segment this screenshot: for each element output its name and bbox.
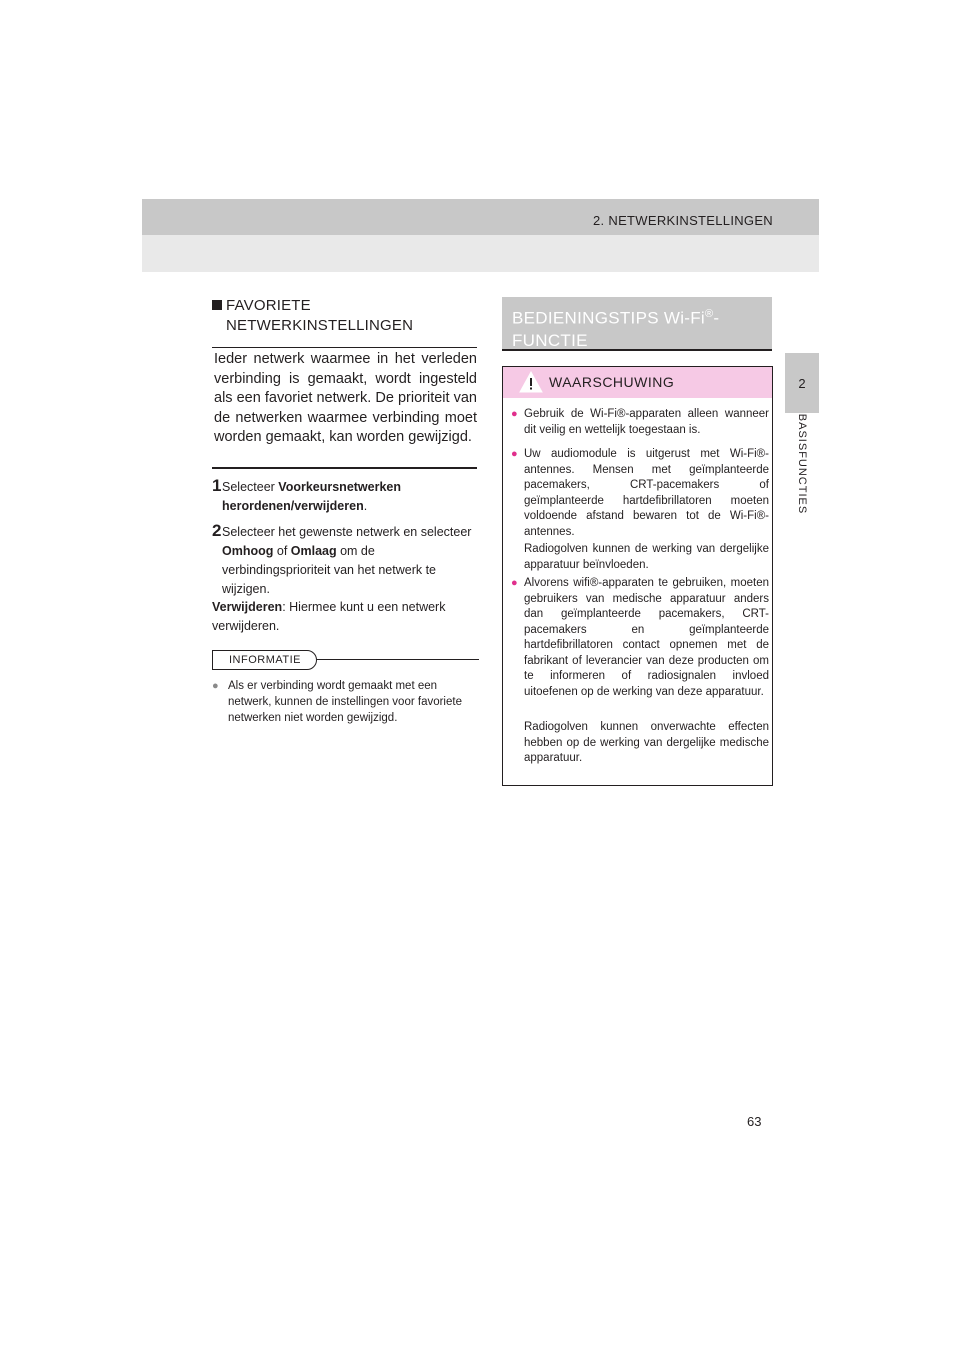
square-bullet-icon bbox=[212, 300, 222, 310]
intro-box: Ieder netwerk waarmee in het verleden verbinding is gemaakt, wordt ingesteld als een favoriet netwerk. De prioriteit van de netwerken waarmee verbinding moet worden gemaakt, kan worden gewijzigd. bbox=[212, 347, 477, 469]
chapter-side-label-text: BASISFUNCTIES bbox=[796, 413, 808, 515]
section-heading-line1: FAVORIETE bbox=[226, 297, 311, 314]
info-item bbox=[212, 678, 477, 726]
warning-title: WAARSCHUWING bbox=[549, 374, 675, 390]
warning-box bbox=[502, 366, 773, 786]
step-text: Selecteer Voorkeursnetwerken herordenen/verwijderen. bbox=[222, 480, 402, 513]
warning-item: ● Gebruik de Wi-Fi®-apparaten alleen wanneer dit veilig en wettelijk toegestaan is. bbox=[511, 408, 769, 436]
section-heading bbox=[212, 296, 482, 336]
step-number: 2 bbox=[212, 521, 222, 540]
step-1 bbox=[212, 478, 480, 516]
bullet-icon: ● bbox=[511, 448, 518, 460]
step-2 bbox=[212, 523, 480, 599]
warning-subtext: Radiogolven kunnen onverwachte effecten hebben op de werking van dergelijke medische apparatuur. bbox=[524, 721, 769, 764]
chapter-number-tab: 2 bbox=[785, 353, 819, 413]
page-number: 63 bbox=[747, 1114, 762, 1129]
header-band bbox=[142, 199, 819, 272]
remove-description: : Hiermee kunt u een netwerk verwijderen. bbox=[212, 600, 446, 633]
warning-subtext: Radiogolven kunnen de werking van dergelijke apparatuur beïnvloeden. bbox=[524, 543, 769, 571]
warning-header bbox=[503, 367, 772, 398]
remove-term: Verwijderen bbox=[212, 600, 283, 614]
bullet-icon: ● bbox=[511, 408, 518, 420]
info-text: Als er verbinding wordt gemaakt met een netwerk, kunnen de instellingen voor favoriete netwerken niet worden gewijzigd. bbox=[228, 680, 462, 724]
step-number: 1 bbox=[212, 476, 222, 495]
section-heading-line2: NETWERKINSTELLINGEN bbox=[226, 317, 414, 334]
chapter-side-label bbox=[785, 414, 819, 524]
remove-paragraph bbox=[212, 598, 480, 636]
step-text: Selecteer het gewenste netwerk en selecteer Omhoog of Omlaag om de verbindingsprioriteit van het netwerk te wijzigen. bbox=[222, 525, 472, 596]
info-divider bbox=[317, 659, 479, 660]
bullet-icon: ● bbox=[511, 577, 518, 589]
warning-item: ● Alvorens wifi®-apparaten te gebruiken, moeten gebruikers van medische apparatuur anders dan geïmplanteerde pacemakers, CRT-pacemakers en geïmplanteerde hartdefibrillatoren contact opnemen met de fabrikant of leverancier van deze producten om te informeren of radiosignalen invloed uitoefenen op de werking van deze apparatuur. bbox=[511, 577, 769, 698]
info-label: INFORMATIE bbox=[212, 650, 317, 670]
warning-item: ● Uw audiomodule is uitgerust met Wi-Fi®-antennes. Mensen met geïmplanteerde pacemakers, CRT-pacemakers of geïmplanteerde hartdefibrillatoren moeten voldoende afstand bewaren tot de Wi-Fi®-antennes. bbox=[511, 448, 769, 538]
warning-triangle-icon bbox=[519, 371, 543, 393]
chapter-title: 2. NETWERKINSTELLINGEN bbox=[593, 213, 773, 228]
right-section-heading: BEDIENINGSTIPS Wi-Fi®- FUNCTIE bbox=[502, 297, 772, 351]
header-strip bbox=[142, 199, 819, 235]
bullet-icon: ● bbox=[212, 680, 219, 692]
